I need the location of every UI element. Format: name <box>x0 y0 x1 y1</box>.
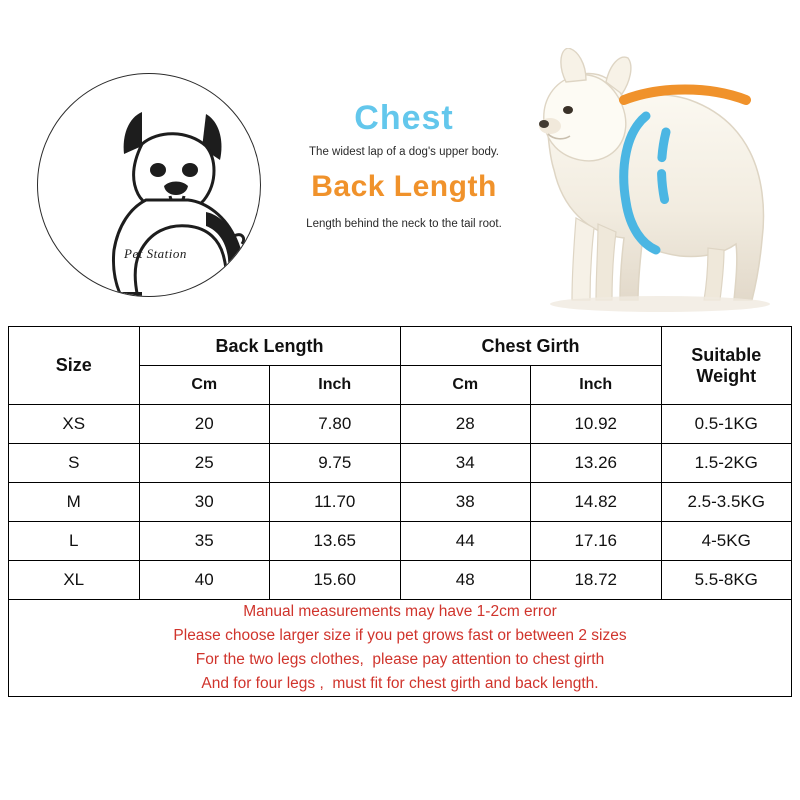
cell-weight: 1.5-2KG <box>661 444 792 483</box>
note-line: And for four legs , must fit for chest girth and back length. <box>201 675 599 692</box>
cell-size: M <box>9 483 140 522</box>
cell-chest-cm: 38 <box>400 483 531 522</box>
cell-chest-cm: 34 <box>400 444 531 483</box>
cell-size: XL <box>9 561 140 600</box>
cell-back-cm: 30 <box>139 483 270 522</box>
note-line: For the two legs clothes, please pay attention to chest girth <box>195 651 605 668</box>
cell-back-cm: 40 <box>139 561 270 600</box>
french-bulldog-silhouette-icon <box>38 74 260 296</box>
cell-weight: 0.5-1KG <box>661 405 792 444</box>
cell-weight: 4-5KG <box>661 522 792 561</box>
cell-back-inch: 11.70 <box>270 483 401 522</box>
cell-back-inch: 15.60 <box>270 561 401 600</box>
header-size: Size <box>9 327 140 405</box>
header-suitable-weight: Suitable Weight <box>661 327 792 405</box>
cell-chest-cm: 44 <box>400 522 531 561</box>
cell-chest-inch: 18.72 <box>531 561 662 600</box>
cell-size: L <box>9 522 140 561</box>
table-row <box>9 522 792 561</box>
size-chart-table <box>8 326 792 697</box>
cell-back-inch: 13.65 <box>270 522 401 561</box>
table-row <box>9 444 792 483</box>
note-line: Please choose larger size if you pet grows fast or between 2 sizes <box>173 627 627 644</box>
cell-back-cm: 20 <box>139 405 270 444</box>
back-length-title: Back Length <box>311 170 497 203</box>
cell-weight: 5.5-8KG <box>661 561 792 600</box>
header-back-cm: Cm <box>139 366 270 405</box>
cell-chest-inch: 14.82 <box>531 483 662 522</box>
table-row <box>9 483 792 522</box>
notes-cell <box>9 600 792 697</box>
dog-measurement-illustration <box>470 48 800 323</box>
table-row <box>9 405 792 444</box>
brand-logo <box>37 73 261 297</box>
note-line: Manual measurements may have 1-2cm error <box>243 603 557 620</box>
cell-chest-cm: 28 <box>400 405 531 444</box>
cell-size: XS <box>9 405 140 444</box>
cell-back-inch: 9.75 <box>270 444 401 483</box>
cell-chest-cm: 48 <box>400 561 531 600</box>
cell-weight: 2.5-3.5KG <box>661 483 792 522</box>
cell-chest-inch: 17.16 <box>531 522 662 561</box>
cell-back-cm: 25 <box>139 444 270 483</box>
header-chest-girth: Chest Girth <box>400 327 661 366</box>
table-header-row <box>9 327 792 366</box>
cell-chest-inch: 10.92 <box>531 405 662 444</box>
chest-description: The widest lap of a dog's upper body. <box>309 146 499 158</box>
header-back-length: Back Length <box>139 327 400 366</box>
chest-title: Chest <box>354 99 454 137</box>
table-row <box>9 561 792 600</box>
infographic-header <box>0 0 800 322</box>
header-chest-inch: Inch <box>531 366 662 405</box>
brand-name: Pet Station <box>124 246 187 261</box>
header-back-inch: Inch <box>270 366 401 405</box>
cell-back-cm: 35 <box>139 522 270 561</box>
notes-row <box>9 600 792 697</box>
back-length-description: Length behind the neck to the tail root. <box>306 218 502 230</box>
cell-back-inch: 7.80 <box>270 405 401 444</box>
cell-chest-inch: 13.26 <box>531 444 662 483</box>
cell-size: S <box>9 444 140 483</box>
header-chest-cm: Cm <box>400 366 531 405</box>
